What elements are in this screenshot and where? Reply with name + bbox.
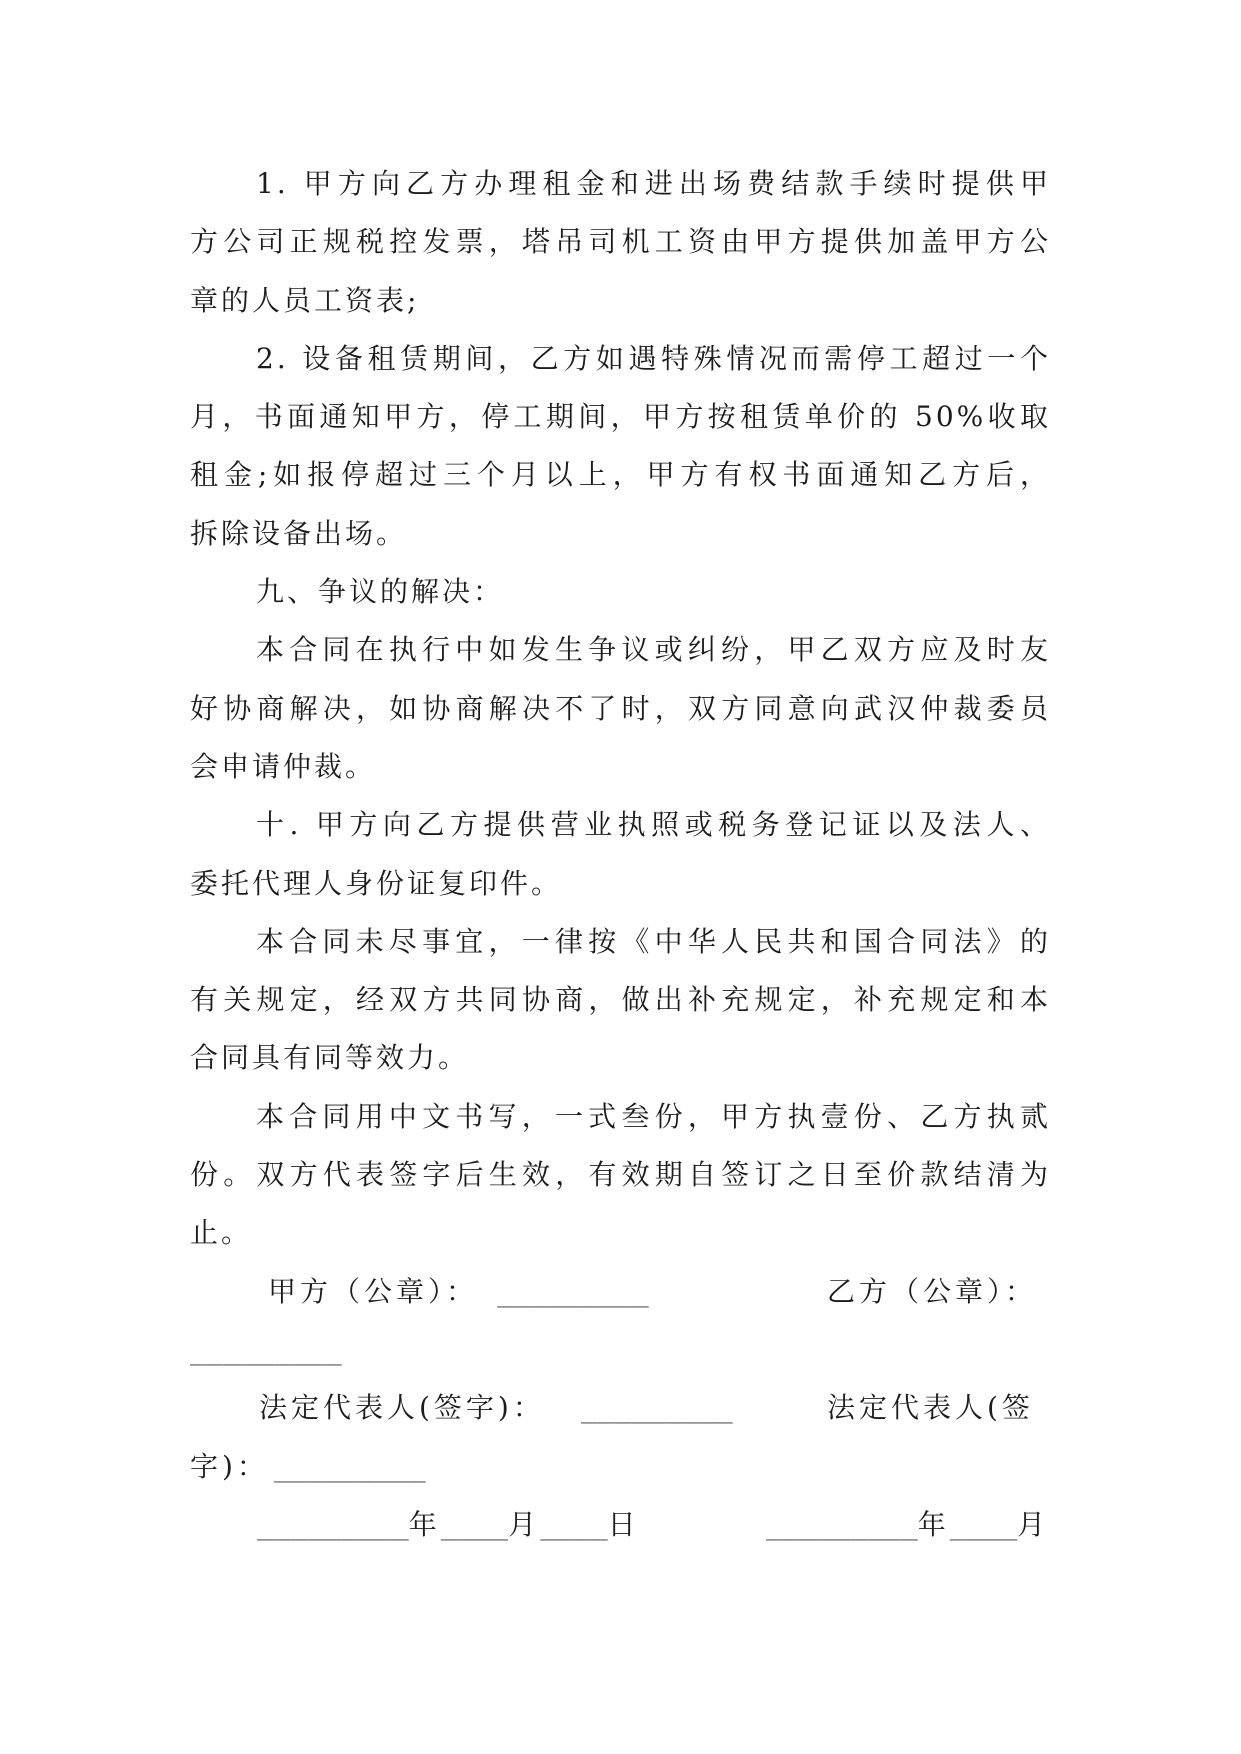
paragraph-line: 份。双方代表签字后生效，有效期自签订之日至价款结清为 bbox=[190, 1158, 1051, 1192]
paragraph-line: 拆除设备出场。 bbox=[190, 516, 408, 550]
paragraph-line: 本合同未尽事宜，一律按《中华人民共和国合同法》的 bbox=[256, 924, 1051, 958]
year-blank: _________ bbox=[766, 1507, 918, 1541]
paragraph-line: 有关规定，经双方共同协商，做出补充规定，补充规定和本 bbox=[190, 983, 1051, 1017]
signature-block bbox=[190, 1263, 1051, 1554]
paragraph-dispute-resolution bbox=[190, 621, 1051, 796]
paragraph-copies-validity bbox=[190, 1088, 1051, 1263]
paragraph-line: 1. 甲方向乙方办理租金和进出场费结款手续时提供甲 bbox=[256, 167, 1051, 200]
month-unit: 月 bbox=[508, 1507, 541, 1541]
paragraph-line: 本合同在执行中如发生争议或纠纷，甲乙双方应及时友 bbox=[256, 633, 1051, 667]
party-a-representative-label: 法定代表人(签字)： bbox=[259, 1391, 545, 1425]
party-a-date bbox=[257, 1496, 640, 1554]
day-unit: 日 bbox=[607, 1507, 640, 1541]
party-b-seal-blank: _________ bbox=[190, 1332, 342, 1366]
month-blank: ____ bbox=[440, 1507, 509, 1541]
paragraph-suspension bbox=[190, 330, 1051, 563]
year-unit: 年 bbox=[917, 1507, 950, 1541]
representative-row bbox=[190, 1379, 1051, 1437]
paragraph-line: 委托代理人身份证复印件。 bbox=[190, 866, 563, 900]
party-b-representative-label: 法定代表人(签 bbox=[827, 1391, 1034, 1425]
section-heading-dispute bbox=[190, 563, 1051, 621]
party-b-seal-label: 乙方（公章）： bbox=[827, 1274, 1038, 1308]
year-unit: 年 bbox=[408, 1507, 441, 1541]
year-blank: _________ bbox=[257, 1507, 409, 1541]
paragraph-line: 章的人员工资表; bbox=[190, 283, 420, 317]
month-blank: ____ bbox=[949, 1507, 1018, 1541]
party-a-seal-label: 甲方（公章）： bbox=[268, 1274, 479, 1308]
seal-row-continued bbox=[190, 1321, 1051, 1379]
party-b-representative-blank: _________ bbox=[274, 1449, 426, 1483]
date-row bbox=[190, 1496, 1051, 1554]
paragraph-payment-invoice bbox=[190, 155, 1051, 330]
month-unit: 月 bbox=[1017, 1507, 1050, 1541]
paragraph-line: 月，书面通知甲方，停工期间，甲方按租赁单价的 50%收取 bbox=[190, 400, 1051, 434]
paragraph-line: 租金;如报停超过三个月以上，甲方有权书面通知乙方后， bbox=[190, 458, 1051, 492]
contract-body bbox=[190, 155, 1051, 1554]
section-heading: 九、争议的解决： bbox=[256, 575, 505, 609]
paragraph-line: 止。 bbox=[190, 1216, 253, 1250]
paragraph-line: 2. 设备租赁期间，乙方如遇特殊情况而需停工超过一个 bbox=[256, 341, 1051, 375]
paragraph-supplementary bbox=[190, 913, 1051, 1088]
party-b-date bbox=[766, 1496, 1049, 1554]
party-a-representative-blank: _________ bbox=[581, 1391, 733, 1425]
paragraph-documents bbox=[190, 796, 1051, 913]
paragraph-line: 方公司正规税控发票，塔吊司机工资由甲方提供加盖甲方公 bbox=[190, 225, 1051, 259]
day-blank: ____ bbox=[540, 1507, 608, 1541]
party-b-representative-label-end: 字)： bbox=[190, 1449, 269, 1483]
paragraph-line: 本合同用中文书写，一式叁份，甲方执壹份、乙方执贰 bbox=[256, 1099, 1051, 1133]
paragraph-line: 会申请仲裁。 bbox=[190, 749, 377, 783]
paragraph-line: 好协商解决，如协商解决不了时，双方同意向武汉仲裁委员 bbox=[190, 691, 1051, 725]
paragraph-line: 十. 甲方向乙方提供营业执照或税务登记证以及法人、 bbox=[256, 808, 1051, 842]
paragraph-line: 合同具有同等效力。 bbox=[190, 1041, 470, 1075]
party-a-seal-blank: _________ bbox=[497, 1274, 649, 1308]
representative-row-continued bbox=[190, 1438, 1051, 1496]
seal-row bbox=[190, 1263, 1051, 1321]
